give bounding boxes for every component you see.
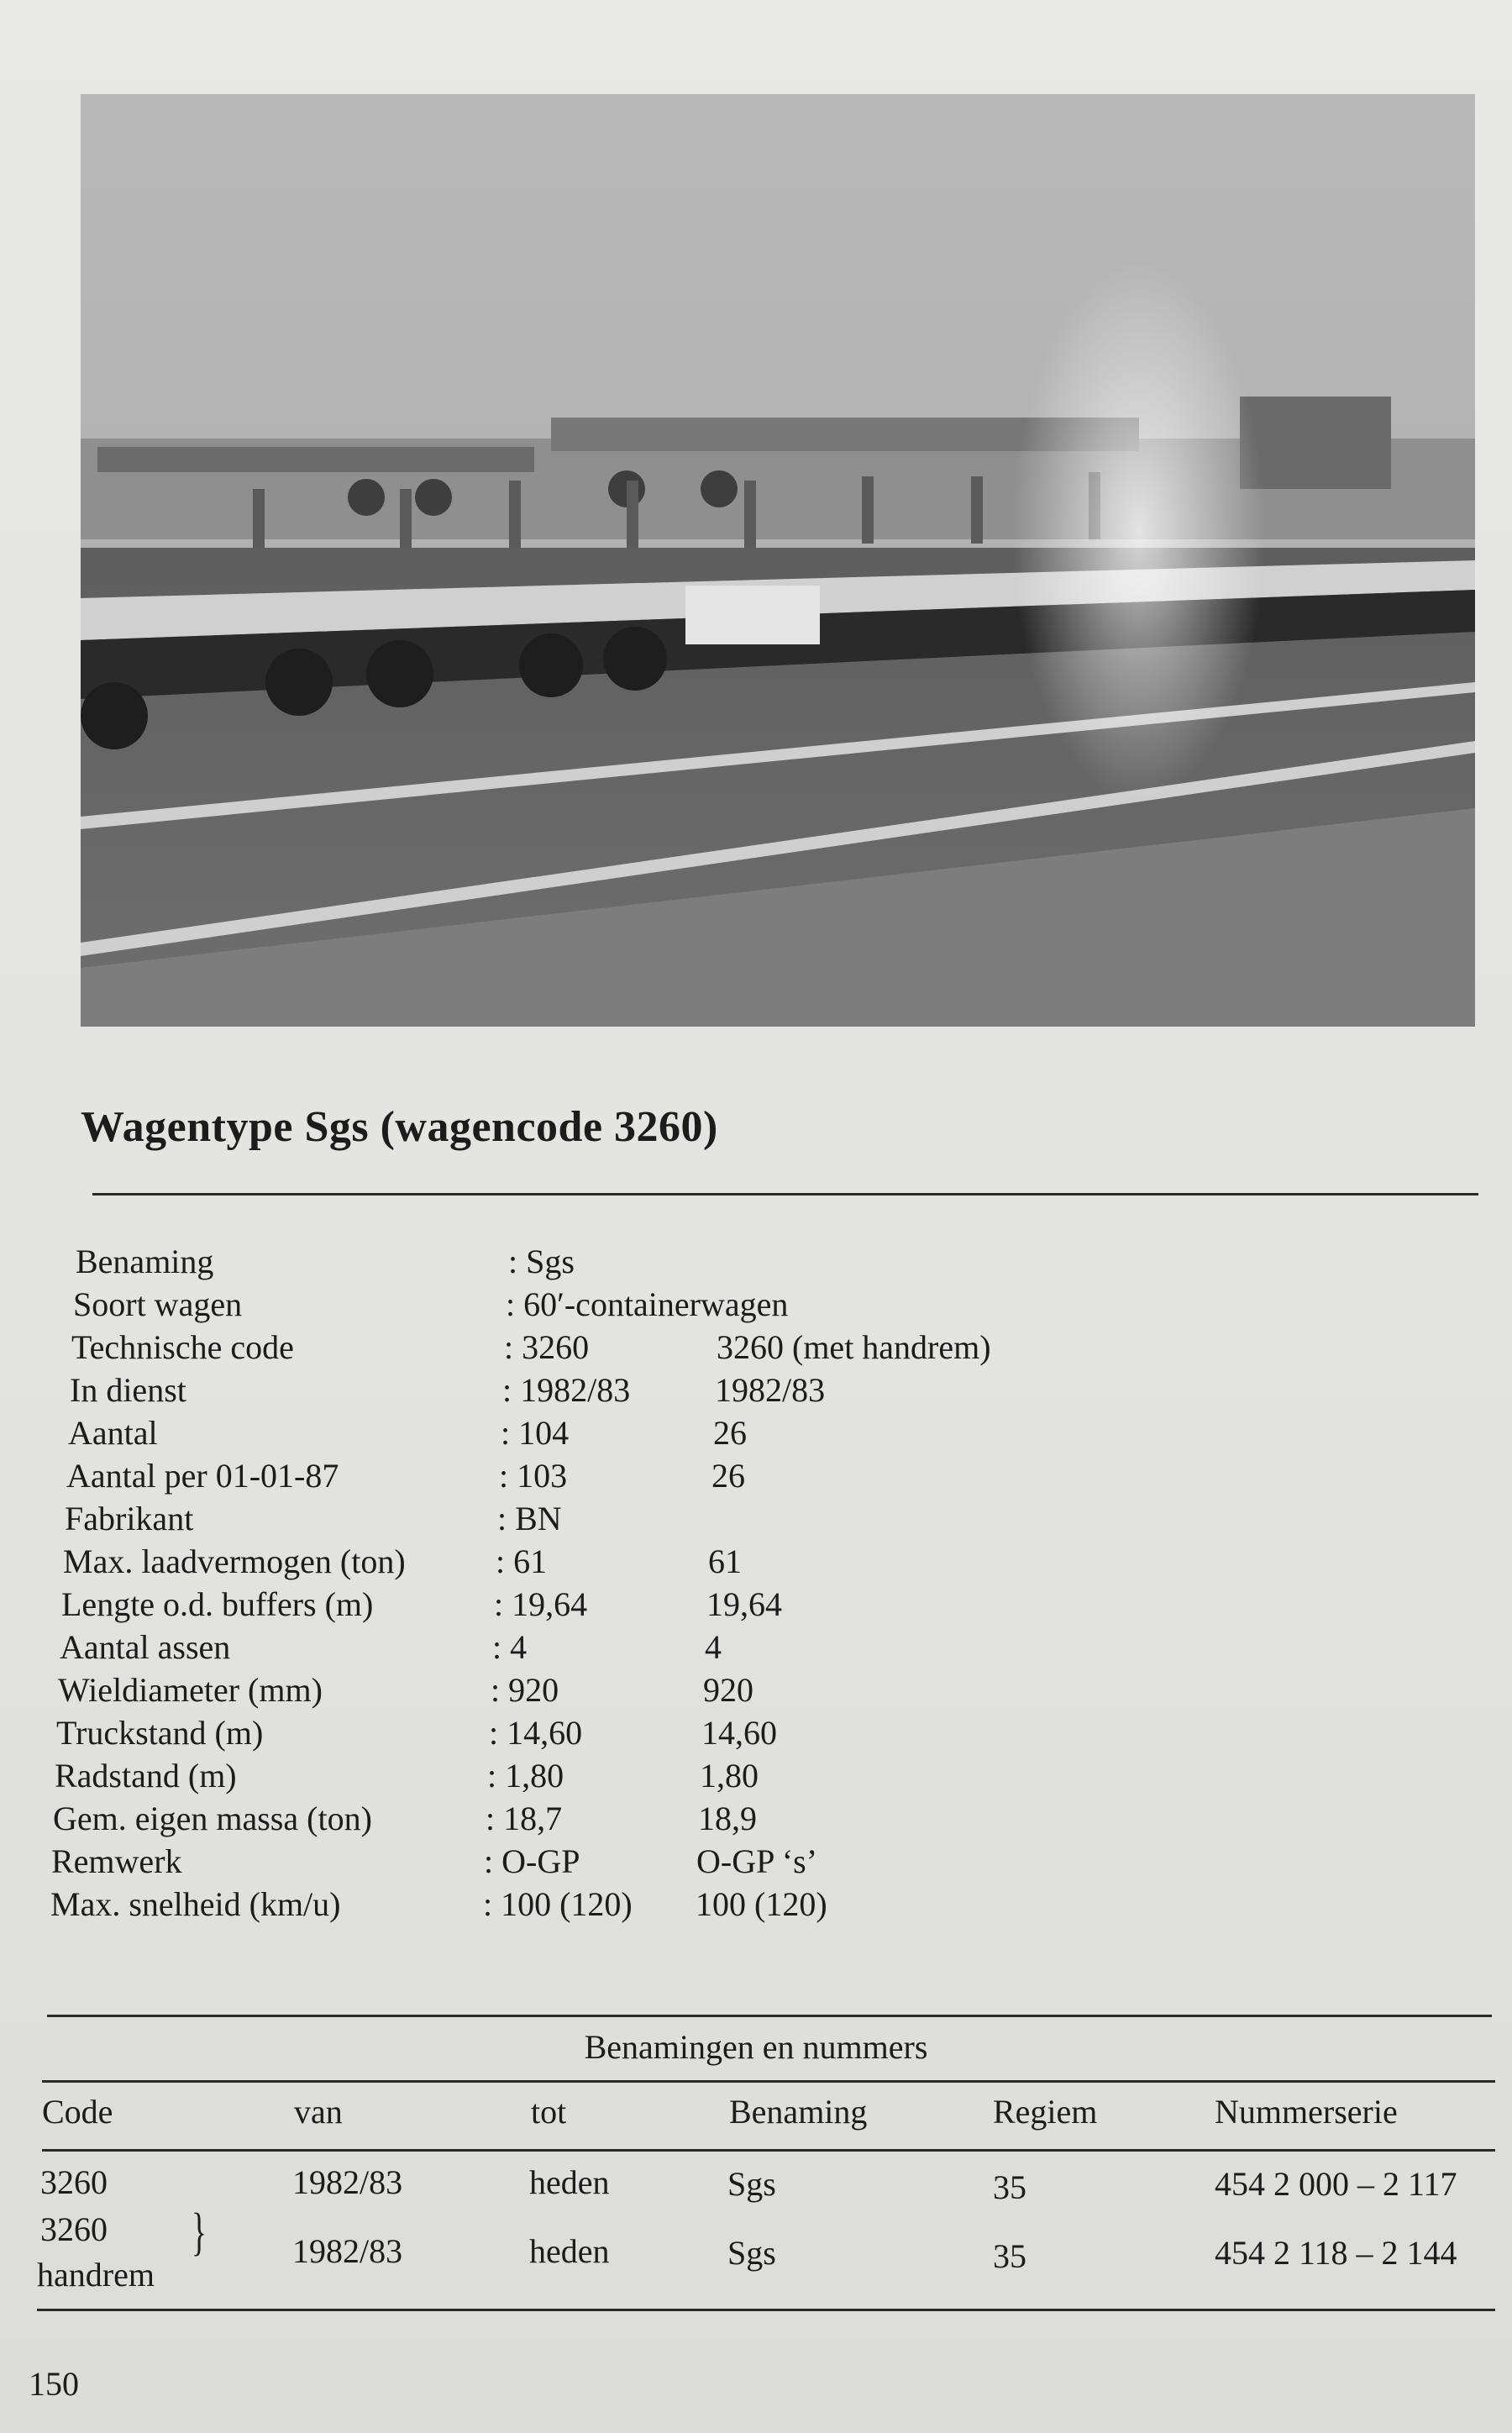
spec-row (50, 1883, 1226, 1926)
cell-regiem: 35 (993, 2168, 1026, 2206)
spec-label: Aantal assen (60, 1628, 231, 1666)
spec-row (60, 1626, 1236, 1668)
spec-row (63, 1540, 1239, 1583)
spec-label: In dienst (70, 1371, 186, 1409)
spec-value-handrem: 61 (708, 1542, 742, 1580)
cell-benaming: Sgs (727, 2234, 776, 2272)
column-header-van: van (294, 2093, 343, 2131)
table-heading-rule (42, 2080, 1495, 2083)
column-header-benaming: Benaming (729, 2093, 868, 2131)
spec-value: : 920 (491, 1671, 559, 1709)
spec-row (68, 1411, 1244, 1454)
cell-code-handrem: handrem (37, 2256, 155, 2294)
spec-label: Remwerk (51, 1842, 182, 1880)
column-header-tot: tot (531, 2093, 567, 2131)
spec-value: : 3260 (504, 1328, 590, 1366)
spec-row (73, 1283, 1249, 1326)
cell-code: 3260 (40, 2210, 108, 2248)
spec-label: Fabrikant (65, 1500, 194, 1537)
column-header-nummerserie: Nummerserie (1215, 2093, 1398, 2131)
spec-row (76, 1240, 1252, 1283)
spec-value-handrem: 920 (703, 1671, 753, 1709)
spec-value-handrem: 100 (120) (696, 1885, 827, 1923)
spec-label: Aantal per 01-01-87 (66, 1457, 339, 1495)
spec-value-handrem: 26 (713, 1414, 747, 1452)
spec-value: : 103 (499, 1457, 568, 1495)
spec-value: : 100 (120) (483, 1885, 633, 1923)
cell-code: 3260 (40, 2163, 108, 2201)
spec-label: Aantal (68, 1414, 158, 1452)
spec-label: Lengte o.d. buffers (m) (61, 1585, 374, 1623)
spec-label: Radstand (m) (55, 1757, 237, 1795)
spec-row (66, 1454, 1242, 1497)
spec-value: : 1,80 (487, 1757, 564, 1795)
page-title: Wagentype Sgs (wagencode 3260) (81, 1103, 718, 1151)
spec-value: : 1982/83 (502, 1371, 631, 1409)
cell-nummerserie: 454 2 000 – 2 117 (1215, 2165, 1457, 2203)
spec-label: Technische code (71, 1328, 294, 1366)
column-header-code: Code (42, 2093, 113, 2131)
spec-value-handrem: 1,80 (700, 1757, 759, 1795)
specification-list (50, 1240, 1226, 1926)
railway-container-wagon-photo-icon (81, 94, 1475, 1027)
spec-value: : 61 (496, 1542, 548, 1580)
spec-label: Gem. eigen massa (ton) (53, 1800, 372, 1837)
spec-value: : 19,64 (494, 1585, 588, 1623)
spec-value: : 18,7 (486, 1800, 563, 1837)
spec-value: : 104 (501, 1414, 570, 1452)
spec-label: Truckstand (m) (56, 1714, 264, 1752)
wagon-photo (81, 94, 1475, 1027)
table-top-rule (47, 2015, 1492, 2017)
table-header-rule (42, 2149, 1495, 2152)
title-divider (92, 1193, 1478, 1195)
cell-van: 1982/83 (292, 2232, 403, 2270)
cell-nummerserie: 454 2 118 – 2 144 (1215, 2234, 1457, 2272)
row-group-brace: } (191, 2204, 207, 2261)
cell-benaming: Sgs (727, 2165, 776, 2203)
spec-value: : BN (497, 1500, 562, 1537)
table-heading: Benamingen en nummers (584, 2028, 928, 2066)
cell-van: 1982/83 (292, 2163, 403, 2201)
spec-value-handrem: 26 (711, 1457, 745, 1495)
spec-value-handrem: 14,60 (701, 1714, 777, 1752)
spec-label: Soort wagen (73, 1285, 243, 1323)
spec-label: Max. laadvermogen (ton) (63, 1542, 406, 1580)
spec-value: : 4 (492, 1628, 528, 1666)
spec-value: : Sgs (508, 1243, 575, 1280)
spec-value-handrem: 18,9 (698, 1800, 757, 1837)
spec-label: Max. snelheid (km/u) (50, 1885, 341, 1923)
spec-value: : 14,60 (489, 1714, 583, 1752)
cell-tot: heden (529, 2232, 610, 2270)
cell-tot: heden (529, 2163, 610, 2201)
spec-row (71, 1326, 1247, 1369)
spec-row (65, 1497, 1241, 1540)
spec-value: : 60′-containerwagen (506, 1285, 789, 1323)
spec-row (61, 1583, 1237, 1626)
spec-row (56, 1711, 1232, 1754)
spec-row (51, 1840, 1227, 1883)
cell-regiem: 35 (993, 2237, 1026, 2275)
spec-value-handrem: 1982/83 (715, 1371, 826, 1409)
spec-label: Benaming (76, 1243, 214, 1280)
spec-value-handrem: 3260 (met handrem) (717, 1328, 991, 1366)
page-number: 150 (29, 2365, 79, 2403)
spec-row (58, 1668, 1234, 1711)
spec-row (55, 1754, 1231, 1797)
spec-label: Wieldiameter (mm) (58, 1671, 323, 1709)
spec-row (70, 1369, 1246, 1411)
spec-value-handrem: O-GP ‘s’ (696, 1842, 818, 1880)
column-header-regiem: Regiem (993, 2093, 1098, 2131)
spec-value-handrem: 4 (705, 1628, 722, 1666)
spec-row (53, 1797, 1229, 1840)
spec-value-handrem: 19,64 (706, 1585, 782, 1623)
table-bottom-rule (37, 2309, 1495, 2311)
spec-value: : O-GP (484, 1842, 580, 1880)
